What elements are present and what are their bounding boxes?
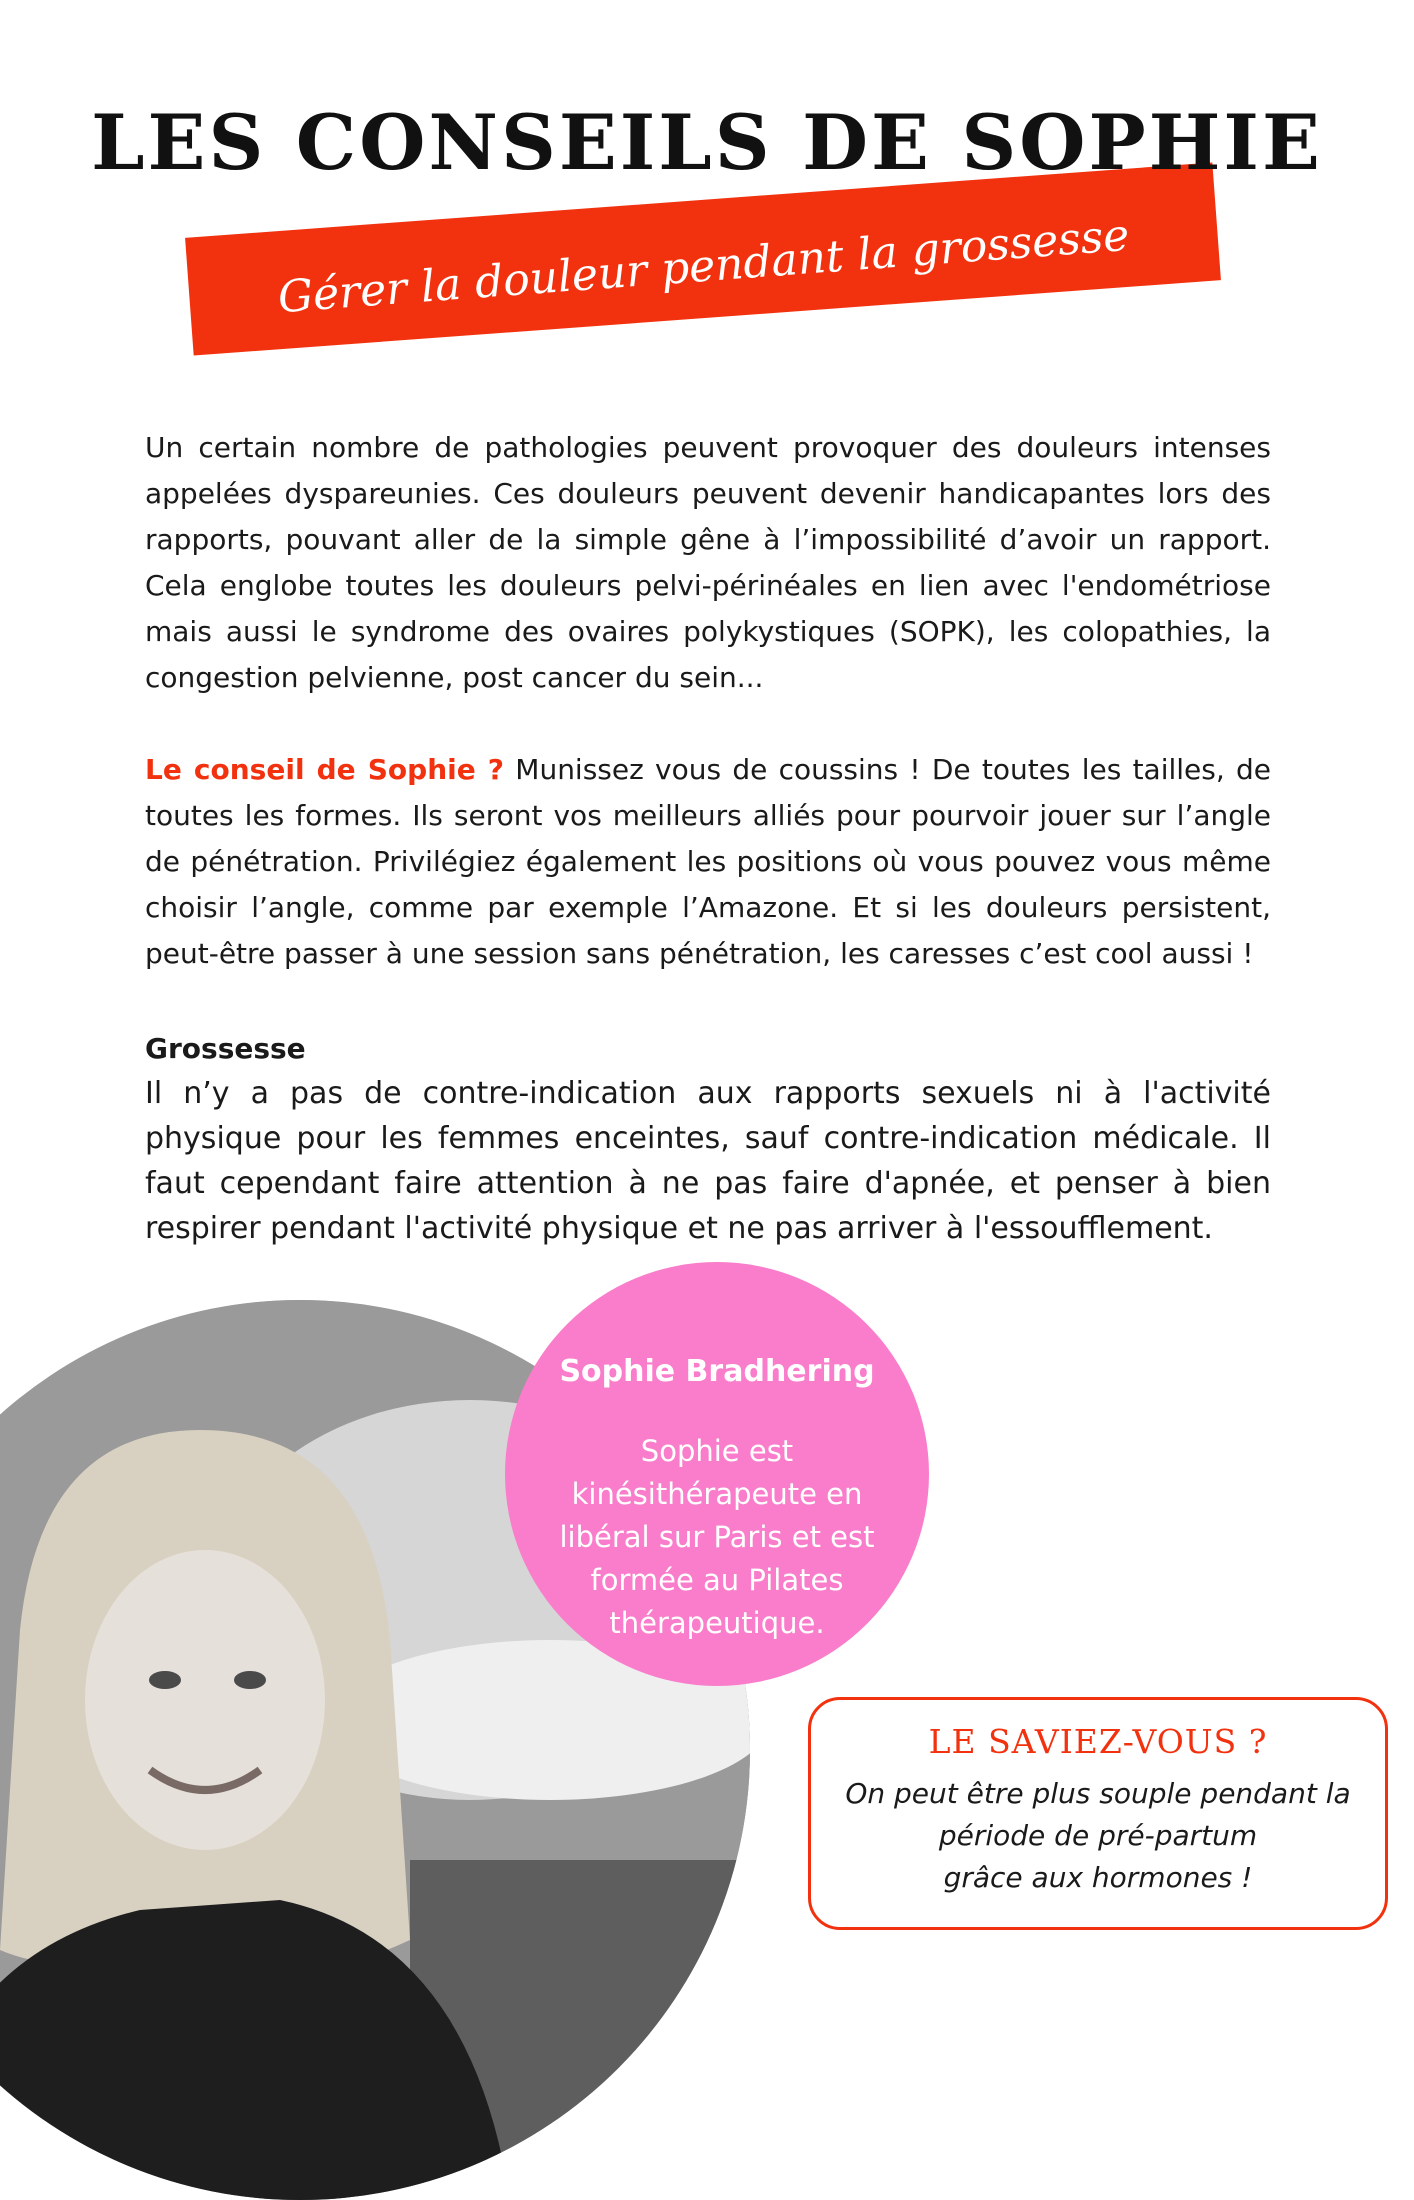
bio-text: Sophie est kinésithérapeute en libéral sur Paris et est formée au Pilates thérapeutique. <box>559 1434 875 1640</box>
bio-name: Sophie Bradhering <box>559 1354 875 1389</box>
fact-title: LE SAVIEZ-VOUS ? <box>928 1722 1268 1761</box>
article-body <box>145 425 1271 1251</box>
tip-paragraph <box>145 747 1271 977</box>
did-you-know-box <box>808 1697 1388 1930</box>
tip-text: Munissez vous de coussins ! De toutes les tailles, de toutes les formes. Ils seront vos meilleurs alliés pour pourvoir jouer sur l’angle de pénétration. Privilégiez également les positions où vous pouvez vous même choisir l’angle, comme par exemple l’Amazone. Et si les douleurs persistent, peut-être passer à une session sans pénétration, les caresses c’est cool aussi ! <box>145 753 1272 970</box>
fact-text: On peut être plus souple pendant la période de pré-partum grâce aux hormones ! <box>845 1777 1351 1894</box>
section-paragraph: Il n’y a pas de contre-indication aux rapports sexuels ni à l'activité physique pour les femmes enceintes, sauf contre-indication médicale. Il faut cependant faire attention à ne pas faire d'apnée, et penser à bien respirer pendant l'activité physique et ne pas arriver à l'essoufflement. <box>145 1076 1271 1246</box>
page-subtitle: Gérer la douleur pendant la grossesse <box>276 209 1131 323</box>
bio-badge <box>505 1262 929 1686</box>
section-heading: Grossesse <box>145 1032 306 1065</box>
tip-label: Le conseil de Sophie ? <box>145 753 505 786</box>
page-title: LES CONSEILS DE SOPHIE <box>91 98 1323 187</box>
intro-paragraph: Un certain nombre de pathologies peuvent provoquer des douleurs intenses appelées dyspareunies. Ces douleurs peuvent devenir handicapantes lors des rapports, pouvant aller de la simple gêne à l’impossibilité d’avoir un rapport. Cela englobe toutes les douleurs pelvi-périnéales en lien avec l'endométriose mais aussi le syndrome des ovaires polykystiques (SOPK), les colopathies, la congestion pelvienne, post cancer du sein... <box>145 431 1271 694</box>
